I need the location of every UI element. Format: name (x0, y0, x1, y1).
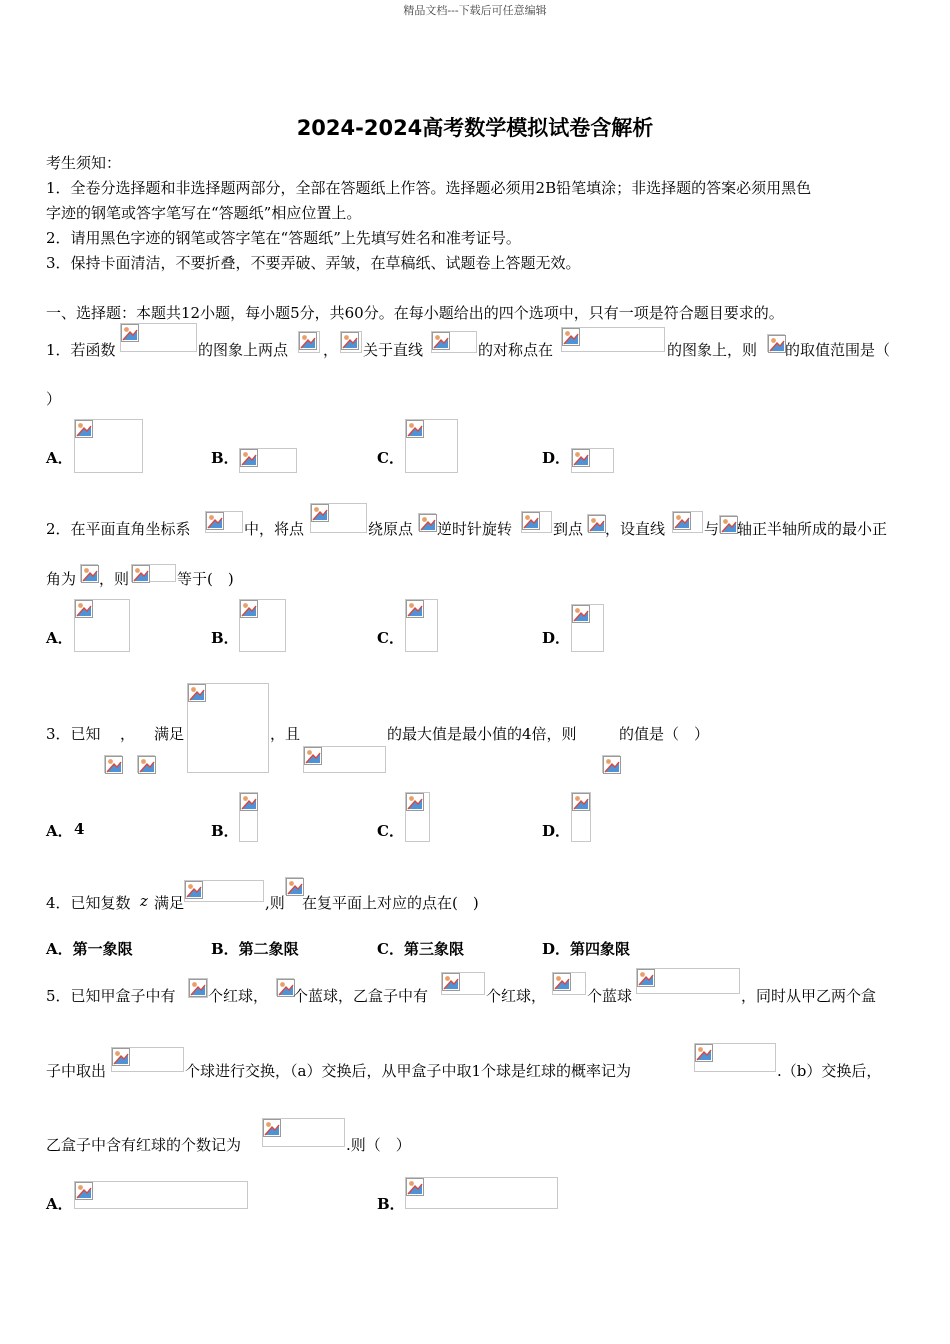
q3-text-4: ，且 (270, 725, 301, 743)
broken-image-icon (112, 1048, 130, 1066)
q4-text-4: 在复平面上对应的点在( ) (302, 894, 479, 912)
q1-text-7: 的取值范围是（ (785, 341, 891, 359)
broken-image-icon (240, 600, 258, 618)
broken-image-icon (75, 1182, 93, 1200)
broken-image-icon (75, 600, 93, 618)
option-a-label: A． (46, 1195, 73, 1213)
q2-text-4: 逆时针旋转 (437, 520, 513, 538)
formula-image (285, 877, 303, 895)
formula-image (80, 564, 98, 582)
broken-image-icon (206, 512, 224, 530)
formula-image (187, 683, 269, 773)
q2-text-8: 轴正半轴所成的最小正 (737, 520, 888, 538)
q2-text-3: 绕原点 (368, 520, 414, 538)
broken-image-icon (189, 979, 207, 997)
broken-image-icon (240, 793, 258, 811)
q5-text-9: .（b）交换后， (777, 1062, 882, 1080)
q2-text-1: 2．在平面直角坐标系 (46, 520, 191, 538)
broken-image-icon (185, 881, 203, 899)
option-b-image (405, 1177, 558, 1209)
notice-line-2: 2．请用黑色字迹的钢笔或答字笔在“答题纸”上先填写姓名和准考证号。 (46, 229, 521, 247)
option-d-label: D． (542, 822, 571, 840)
formula-image (767, 334, 785, 352)
q4-option-b: B．第二象限 (211, 940, 299, 958)
formula-image (418, 513, 436, 531)
q5-text-7: 子中取出 (46, 1062, 107, 1080)
q2-text-7: 与 (704, 520, 720, 538)
broken-image-icon (419, 514, 437, 532)
broken-image-icon (768, 335, 786, 353)
formula-image (205, 511, 243, 533)
q2-text-10: ，则 (99, 570, 130, 588)
broken-image-icon (75, 420, 93, 438)
broken-image-icon (572, 449, 590, 467)
q4-variable-z: z (140, 892, 148, 910)
option-a-label: A． (46, 449, 73, 467)
option-b-label: B． (211, 822, 239, 840)
q5-text-6: ，同时从甲乙两个盒 (741, 987, 877, 1005)
option-a-label: A． (46, 822, 73, 840)
broken-image-icon (311, 504, 329, 522)
broken-image-icon (406, 793, 424, 811)
formula-image (602, 755, 620, 773)
broken-image-icon (603, 756, 621, 774)
option-d-image (571, 604, 604, 652)
formula-image (719, 515, 737, 533)
option-d-image (571, 792, 591, 842)
notice-line-1b: 字迹的钢笔或答字笔写在“答题纸”相应位置上。 (46, 204, 362, 222)
formula-image (431, 331, 477, 353)
formula-image (303, 746, 386, 773)
formula-image (276, 978, 294, 996)
notice-line-1a: 1．全卷分选择题和非选择题两部分，全部在答题纸上作答。选择题必须用2B铅笔填涂；非选择题的答案必须用黑色 (46, 179, 812, 197)
broken-image-icon (406, 1178, 424, 1196)
broken-image-icon (572, 793, 590, 811)
formula-image (111, 1047, 184, 1072)
q2-text-11: 等于( ) (177, 570, 234, 588)
q5-text-2: 个红球， (208, 987, 269, 1005)
formula-image (636, 968, 740, 994)
broken-image-icon (406, 600, 424, 618)
q2-text-5: 到点 (553, 520, 584, 538)
formula-image (262, 1118, 345, 1147)
option-c-label: C． (377, 822, 404, 840)
formula-image (310, 503, 367, 533)
formula-image (561, 327, 665, 352)
option-c-image (405, 419, 458, 473)
formula-image (672, 511, 703, 533)
option-c-label: C． (377, 449, 404, 467)
option-b-label: B． (211, 449, 239, 467)
broken-image-icon (673, 512, 691, 530)
option-a-label: A． (46, 629, 73, 647)
broken-image-icon (263, 1119, 281, 1137)
broken-image-icon (720, 516, 738, 534)
section-heading: 一、选择题：本题共12小题，每小题5分，共60分。在每小题给出的四个选项中，只有一项是符合题目要求的。 (46, 304, 784, 322)
notice-heading: 考生须知： (46, 154, 122, 172)
q5-text-5: 个蓝球 (587, 987, 633, 1005)
option-c-image (405, 599, 438, 652)
q3-text-2: ， (120, 725, 136, 743)
formula-image (587, 514, 605, 532)
q2-text-9: 角为 (46, 570, 77, 588)
broken-image-icon (432, 332, 450, 350)
option-d-label: D． (542, 449, 571, 467)
q1-text-5: 的对称点在 (478, 341, 554, 359)
q2-text-6: ，设直线 (605, 520, 666, 538)
formula-image (441, 972, 485, 995)
option-c-label: C． (377, 629, 404, 647)
formula-image (131, 564, 176, 582)
broken-image-icon (572, 605, 590, 623)
broken-image-icon (121, 324, 139, 342)
broken-image-icon (553, 973, 571, 991)
option-d-label: D． (542, 629, 571, 647)
page-title: 2024-2024高考数学模拟试卷含解析 (296, 116, 654, 140)
q1-text-1: 1．若函数 (46, 341, 116, 359)
q5-text-11: .则（ ） (346, 1136, 411, 1154)
q1-text-8: ） (46, 390, 62, 408)
broken-image-icon (81, 565, 99, 583)
q3-text-6: 的值是（ ） (619, 725, 710, 743)
q4-text-1: 4．已知复数 (46, 894, 131, 912)
q5-text-10: 乙盒子中含有红球的个数记为 (46, 1136, 242, 1154)
option-d-image (571, 448, 614, 473)
q1-text-3: ， (323, 341, 339, 359)
broken-image-icon (132, 565, 150, 583)
formula-image (552, 972, 586, 995)
q3-text-3: 满足 (154, 725, 185, 743)
option-b-label: B． (211, 629, 239, 647)
q4-option-d: D．第四象限 (542, 940, 631, 958)
formula-image (120, 323, 197, 352)
q5-text-3: 个蓝球，乙盒子中有 (293, 987, 429, 1005)
q4-option-a: A．第一象限 (46, 940, 133, 958)
option-b-image (239, 599, 286, 652)
broken-image-icon (522, 512, 540, 530)
broken-image-icon (406, 420, 424, 438)
formula-image (694, 1043, 776, 1072)
option-a-image (74, 1181, 248, 1209)
option-a-image (74, 599, 130, 652)
q1-text-6: 的图象上，则 (667, 341, 758, 359)
q5-text-4: 个红球， (486, 987, 547, 1005)
option-a-image (74, 419, 143, 473)
q5-text-8: 个球进行交换，（a）交换后，从甲盒子中取1个球是红球的概率记为 (185, 1062, 631, 1080)
formula-image (521, 511, 552, 533)
formula-image (188, 978, 208, 998)
broken-image-icon (695, 1044, 713, 1062)
broken-image-icon (138, 756, 156, 774)
q1-text-4: 关于直线 (363, 341, 424, 359)
q5-text-1: 5．已知甲盒子中有 (46, 987, 176, 1005)
q4-option-c: C．第三象限 (377, 940, 464, 958)
broken-image-icon (341, 332, 359, 350)
broken-image-icon (588, 515, 606, 533)
page-header: 精品文档---下载后可任意编辑 (403, 4, 547, 17)
broken-image-icon (299, 332, 317, 350)
formula-image (340, 331, 362, 353)
q3-text-5: 的最大值是最小值的4倍，则 (387, 725, 577, 743)
notice-line-3: 3．保持卡面清洁，不要折叠，不要弄破、弄皱，在草稿纸、试题卷上答题无效。 (46, 254, 581, 272)
q3-text-1: 3．已知 (46, 725, 101, 743)
q1-text-2: 的图象上两点 (198, 341, 289, 359)
option-b-image (239, 448, 297, 473)
broken-image-icon (562, 328, 580, 346)
option-b-label: B． (377, 1195, 405, 1213)
formula-image (137, 755, 155, 773)
option-c-image (405, 792, 430, 842)
broken-image-icon (304, 747, 322, 765)
broken-image-icon (188, 684, 206, 702)
formula-image (104, 755, 122, 773)
option-b-image (239, 792, 258, 842)
broken-image-icon (637, 969, 655, 987)
broken-image-icon (105, 756, 123, 774)
q4-text-2: 满足 (154, 894, 185, 912)
q4-text-3: ,则 (265, 894, 285, 912)
option-a-value: 4 (74, 820, 85, 838)
q2-text-2: 中，将点 (244, 520, 305, 538)
broken-image-icon (240, 449, 258, 467)
formula-image (184, 880, 264, 902)
broken-image-icon (442, 973, 460, 991)
formula-image (298, 331, 320, 353)
